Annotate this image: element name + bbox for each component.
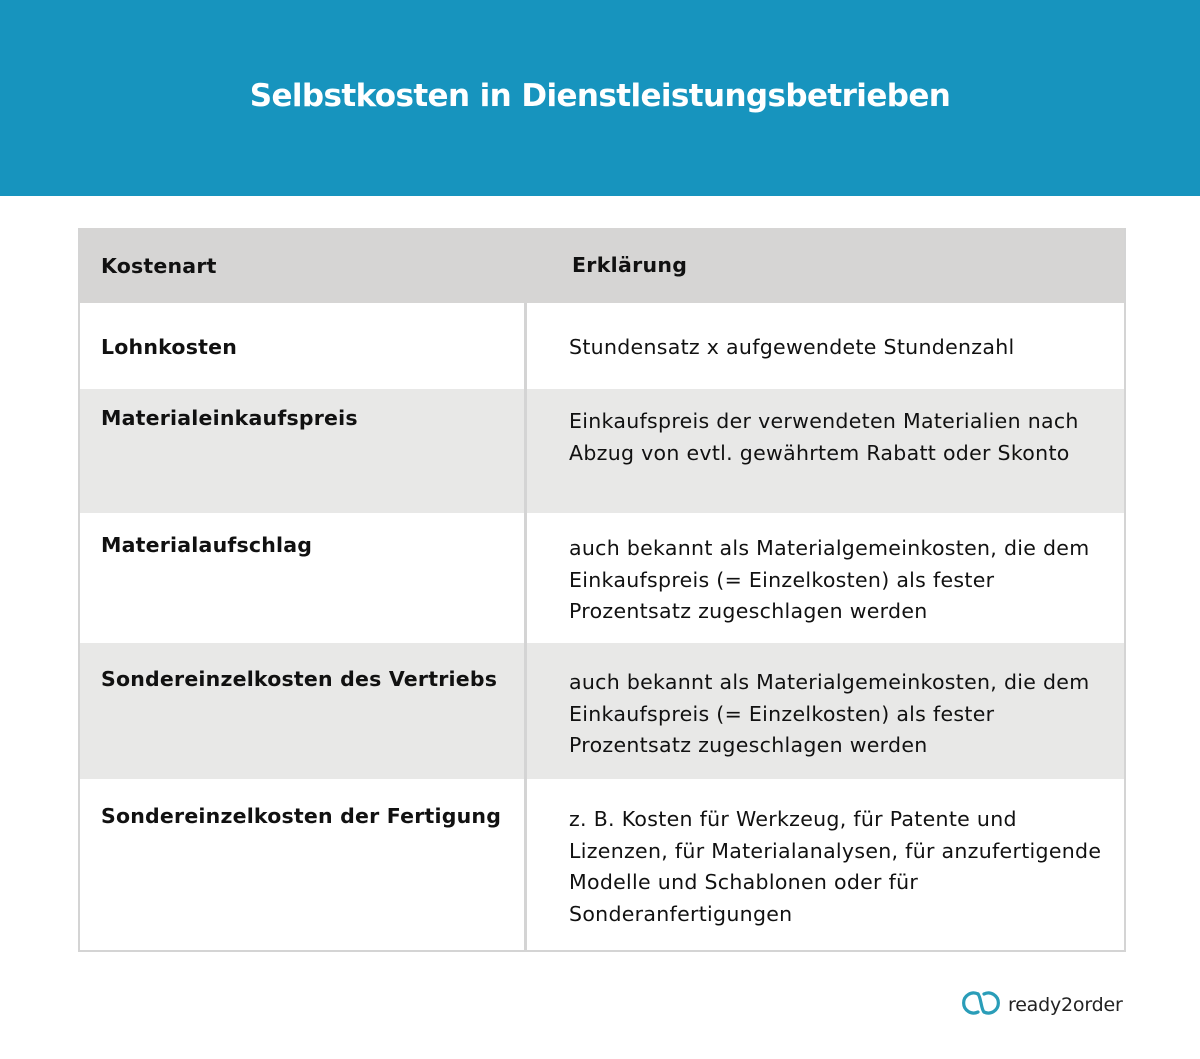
table-row <box>80 513 1124 643</box>
header-banner <box>0 0 1200 196</box>
ready2order-logo-icon <box>962 988 1000 1022</box>
table-row <box>80 643 1124 779</box>
erklaerung-cell: z. B. Kosten für Werkzeug, für Patente und Lizenzen, für Materialanalysen, für anzufertigende Modelle und Schablonen oder für Sonderanfertigungen <box>569 807 1102 926</box>
table-row <box>80 389 1124 513</box>
kostenart-cell: Sondereinzelkosten der Fertigung <box>80 779 527 950</box>
cost-table <box>78 228 1126 952</box>
table-row <box>80 779 1124 950</box>
column-header-kostenart: Kostenart <box>101 253 217 278</box>
erklaerung-cell: auch bekannt als Materialgemeinkosten, die dem Einkaufspreis (= Einzelkosten) als fester Prozentsatz zugeschlagen werden <box>569 536 1090 623</box>
logo-text: ready2order <box>1008 994 1123 1016</box>
table-header-row <box>80 228 1124 303</box>
kostenart-cell: Materialaufschlag <box>80 513 527 643</box>
column-header-erklaerung: Erklärung <box>572 252 688 277</box>
brand-logo <box>962 988 1123 1022</box>
kostenart-cell: Lohnkosten <box>80 303 527 389</box>
erklaerung-cell: Stundensatz x aufgewendete Stundenzahl <box>569 335 1015 359</box>
erklaerung-cell: Einkaufspreis der verwendeten Materialien nach Abzug von evtl. gewährtem Rabatt oder Skonto <box>569 409 1079 465</box>
kostenart-cell: Sondereinzelkosten des Vertriebs <box>80 643 527 779</box>
kostenart-cell: Materialeinkaufspreis <box>80 389 527 513</box>
page-title: Selbstkosten in Dienstleistungsbetrieben <box>249 78 951 114</box>
erklaerung-cell: auch bekannt als Materialgemeinkosten, die dem Einkaufspreis (= Einzelkosten) als fester Prozentsatz zugeschlagen werden <box>569 670 1090 757</box>
table-row <box>80 303 1124 389</box>
